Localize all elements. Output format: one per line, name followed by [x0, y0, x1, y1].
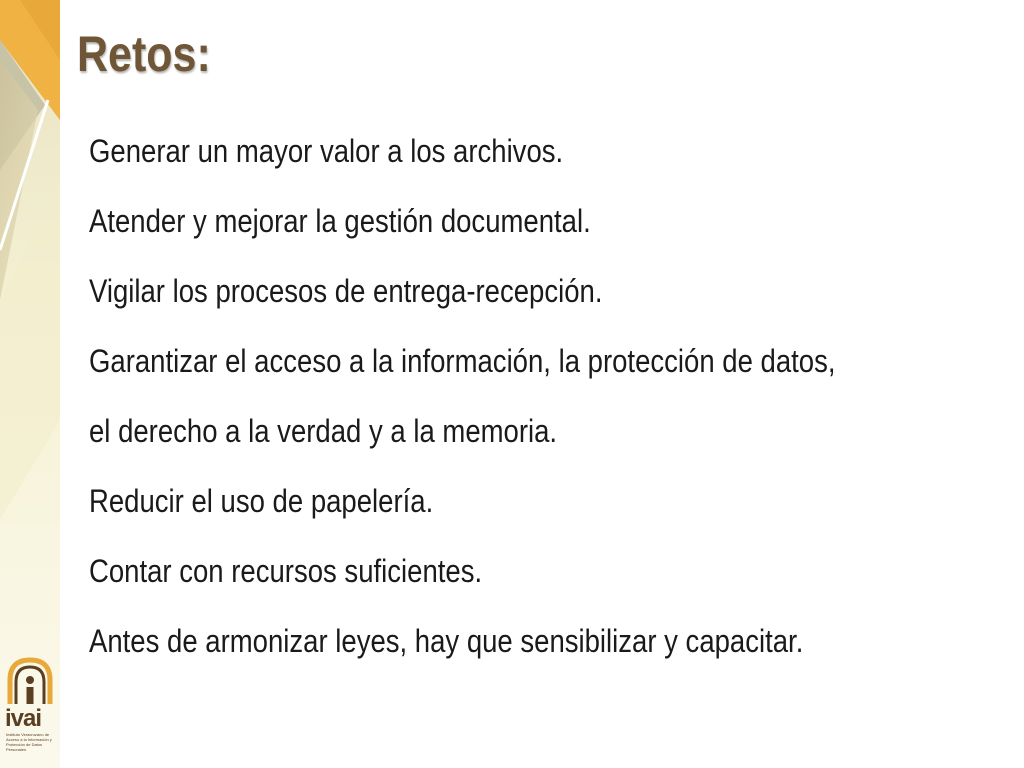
logo-wordmark: ivai — [5, 705, 42, 732]
side-panel-graphic — [0, 0, 60, 768]
list-item-multiline — [89, 326, 983, 466]
list-item: Generar un mayor valor a los archivos. — [89, 133, 564, 169]
list-item: Atender y mejorar la gestión documental. — [89, 203, 591, 239]
challenges-list — [89, 116, 983, 676]
list-item-line: el derecho a la verdad y a la memoria. — [89, 413, 558, 449]
list-item: Vigilar los procesos de entrega-recepción. — [89, 273, 603, 309]
list-item: Reducir el uso de papelería. — [89, 483, 434, 519]
list-item-line: Garantizar el acceso a la información, la protección de datos, — [89, 343, 836, 379]
decorative-side-panel — [0, 0, 60, 768]
slide-title: Retos: — [77, 26, 211, 82]
logo-caption: Instituto Veracruzano de Acceso a la Información y Protección de Datos Personales — [6, 732, 52, 752]
list-item: Antes de armonizar leyes, hay que sensibilizar y capacitar. — [89, 623, 804, 659]
list-item: Contar con recursos suficientes. — [89, 553, 483, 589]
